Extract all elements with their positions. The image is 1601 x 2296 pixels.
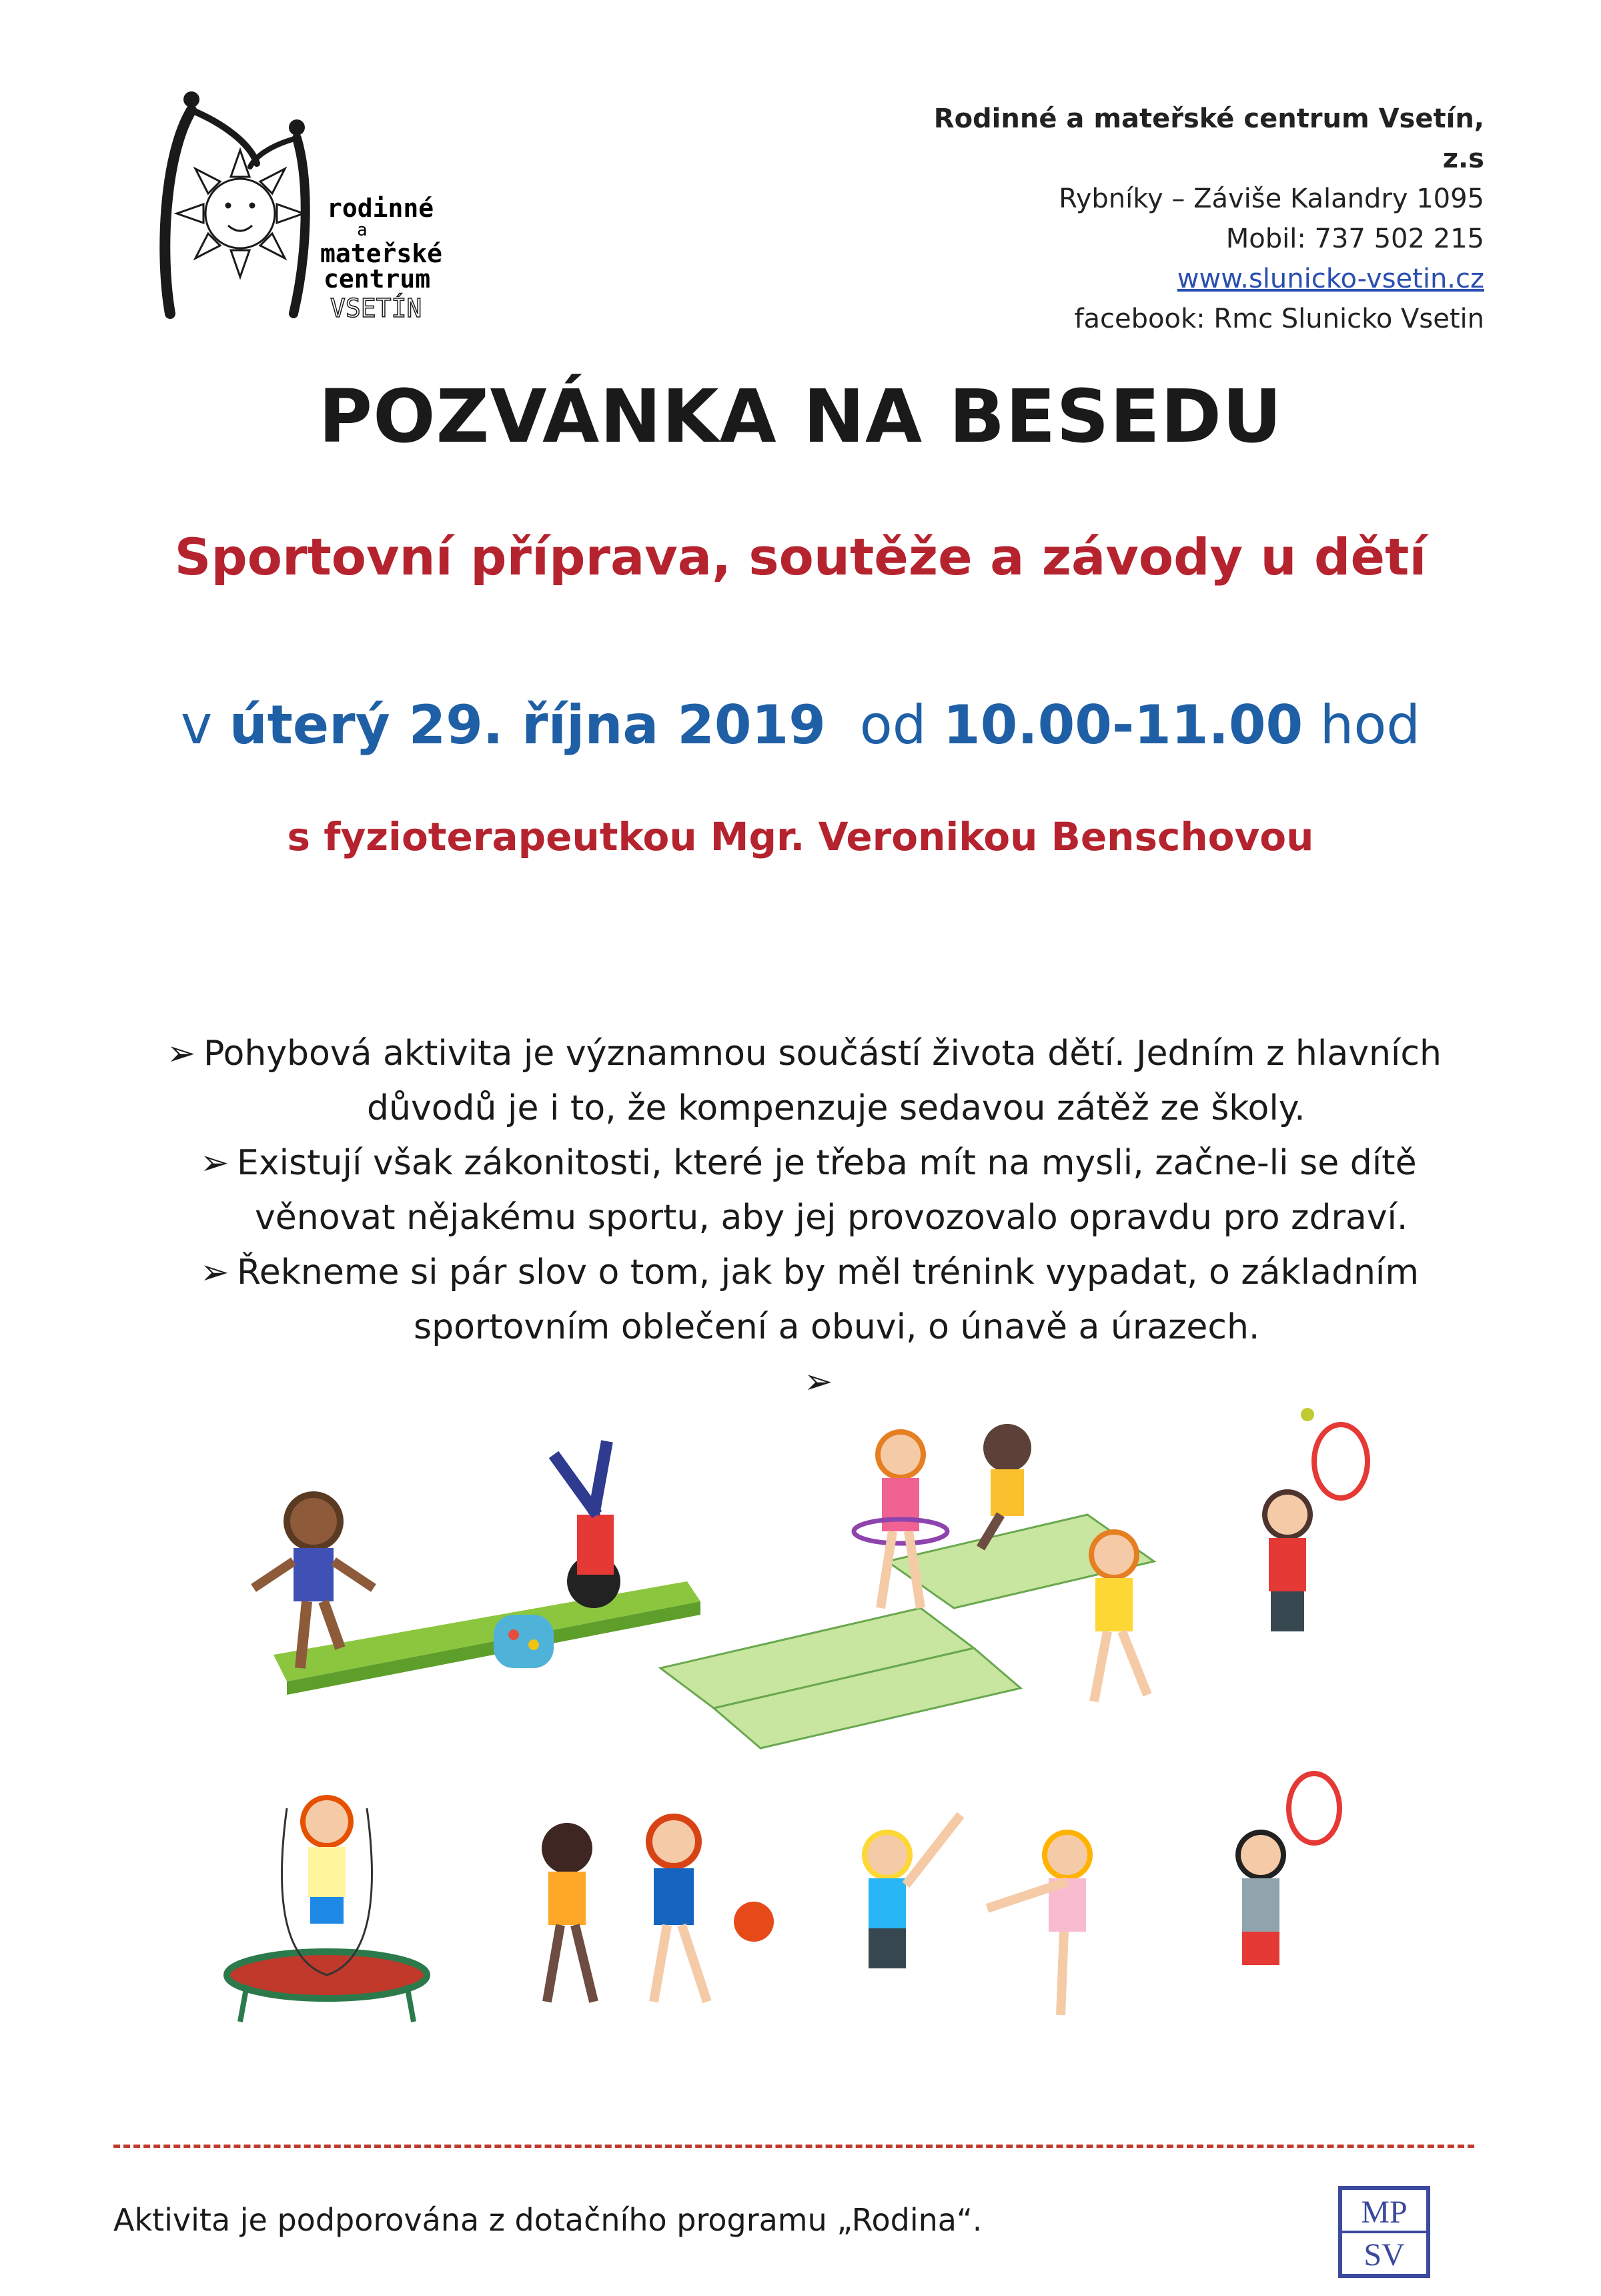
bullet-1-line-2: důvodů je i to, že kompenzuje sedavou zátěž ze školy.	[367, 1088, 1305, 1128]
website-link[interactable]: www.slunicko-vsetin.cz	[1177, 264, 1484, 294]
logo-line-3: mateřské	[320, 239, 443, 268]
rmc-logo	[150, 83, 497, 330]
date-line	[0, 694, 1601, 756]
bullet-2-line-2: věnovat nějakému sportu, aby jej provozovalo opravdu pro zdraví.	[255, 1198, 1408, 1238]
arrow-icon: ➢	[804, 1362, 833, 1402]
facebook: facebook: Rmc Slunicko Vsetin	[1074, 304, 1484, 334]
logo-line-4: centrum	[324, 264, 431, 294]
date-suffix: hod	[1303, 694, 1421, 756]
mobile: Mobil: 737 502 215	[1225, 224, 1484, 254]
page-title: POZVÁNKA NA BESEDU	[318, 374, 1283, 459]
date-mid: od	[825, 694, 943, 756]
date-prefix: v	[180, 694, 229, 756]
org-name: Rodinné a mateřské centrum Vsetín, z.s	[933, 103, 1484, 174]
bullet-3-line-2: sportovním oblečení a obuvi, o únavě a úrazech.	[414, 1307, 1260, 1347]
logo-line-2: a	[357, 220, 368, 240]
trampoline	[227, 1952, 427, 2022]
dashed-divider	[113, 2145, 1474, 2148]
mpsv-bottom: SV	[1364, 2237, 1405, 2273]
address: Rybníky – Záviše Kalandry 1095	[1059, 183, 1484, 214]
contact-block	[884, 99, 1484, 339]
speaker: s fyzioterapeutkou Mgr. Veronikou Benschovou	[287, 814, 1314, 859]
arrow-icon: ➢	[200, 1252, 229, 1292]
footer-text: Aktivita je podporována z dotačního programu „Rodina“.	[113, 2202, 983, 2238]
logo-line-5: VSETÍN	[330, 294, 422, 323]
date-time: 10.00-11.00	[943, 694, 1303, 756]
arrow-icon: ➢	[167, 1034, 196, 1074]
arrow-icon: ➢	[200, 1143, 229, 1183]
mpsv-top: MP	[1361, 2195, 1408, 2230]
bullet-1-line-1: ➢ Pohybová aktivita je významnou součástí života dětí. Jedním z hlavních	[167, 1026, 1442, 1081]
mpsv-logo	[1338, 2185, 1431, 2279]
date-day: úterý 29. října 2019	[229, 694, 826, 756]
bullet-3-line-1: ➢ Řekneme si pár slov o tom, jak by měl trénink vypadat, o základním	[200, 1245, 1419, 1300]
subtitle: Sportovní příprava, soutěže a závody u dětí	[174, 527, 1427, 587]
kids-sports-illustration	[220, 1388, 1414, 2055]
bullet-2-line-1: ➢ Existují však zákonitosti, které je třeba mít na mysli, začne-li se dítě	[200, 1136, 1417, 1190]
logo-line-1: rodinné	[327, 194, 434, 223]
